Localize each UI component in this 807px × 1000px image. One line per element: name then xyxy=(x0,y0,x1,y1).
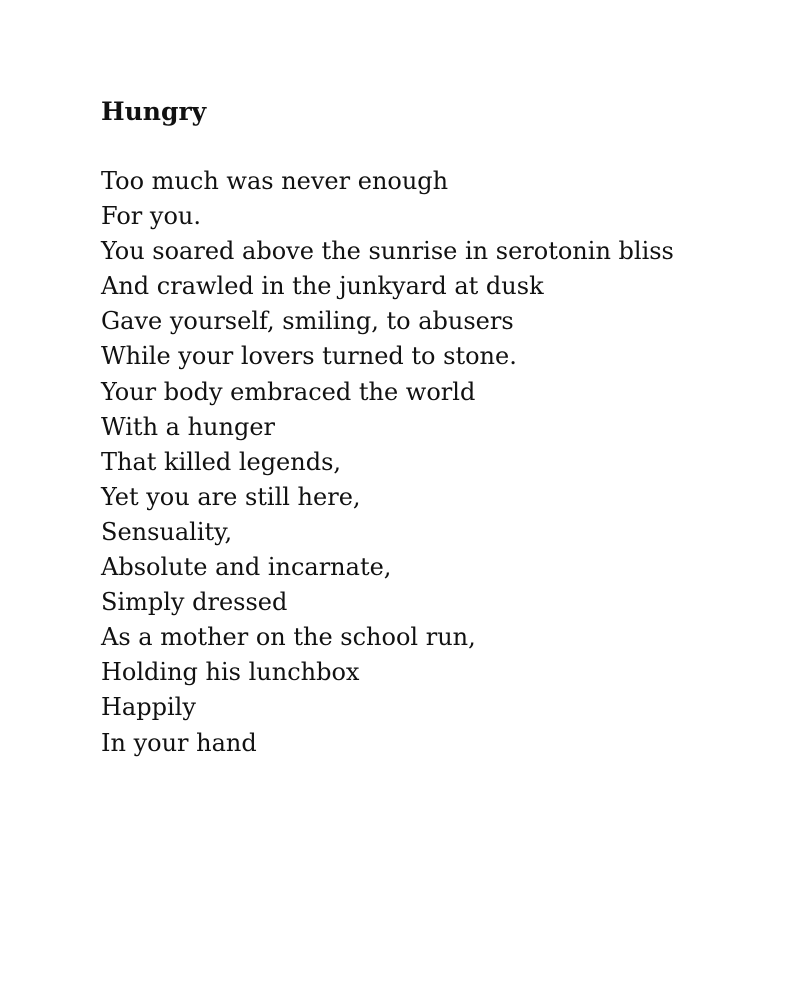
poem-line: Simply dressed xyxy=(101,588,288,617)
poem-line: With a hunger xyxy=(101,412,275,441)
poem-line: Your body embraced the world xyxy=(101,377,476,406)
poem-body xyxy=(101,164,674,761)
poem-line: Gave yourself, smiling, to abusers xyxy=(101,307,514,336)
poem-title: Hungry xyxy=(101,97,207,126)
poem-line: And crawled in the junkyard at dusk xyxy=(101,272,544,301)
poem-line: You soared above the sunrise in serotonin bliss xyxy=(101,237,674,266)
poem-line: For you. xyxy=(101,202,201,231)
poem-line: Happily xyxy=(101,693,196,722)
poem-line: In your hand xyxy=(101,728,257,757)
poem-line: Too much was never enough xyxy=(101,167,449,195)
poem-line: That killed legends, xyxy=(101,447,342,476)
poem-line: As a mother on the school run, xyxy=(101,623,476,652)
poem-line: Holding his lunchbox xyxy=(101,658,360,687)
poem-line: Sensuality, xyxy=(101,517,233,546)
poem-line: While your lovers turned to stone. xyxy=(101,342,517,371)
poem-line: Yet you are still here, xyxy=(101,482,361,511)
poem-line: Absolute and incarnate, xyxy=(101,553,392,582)
